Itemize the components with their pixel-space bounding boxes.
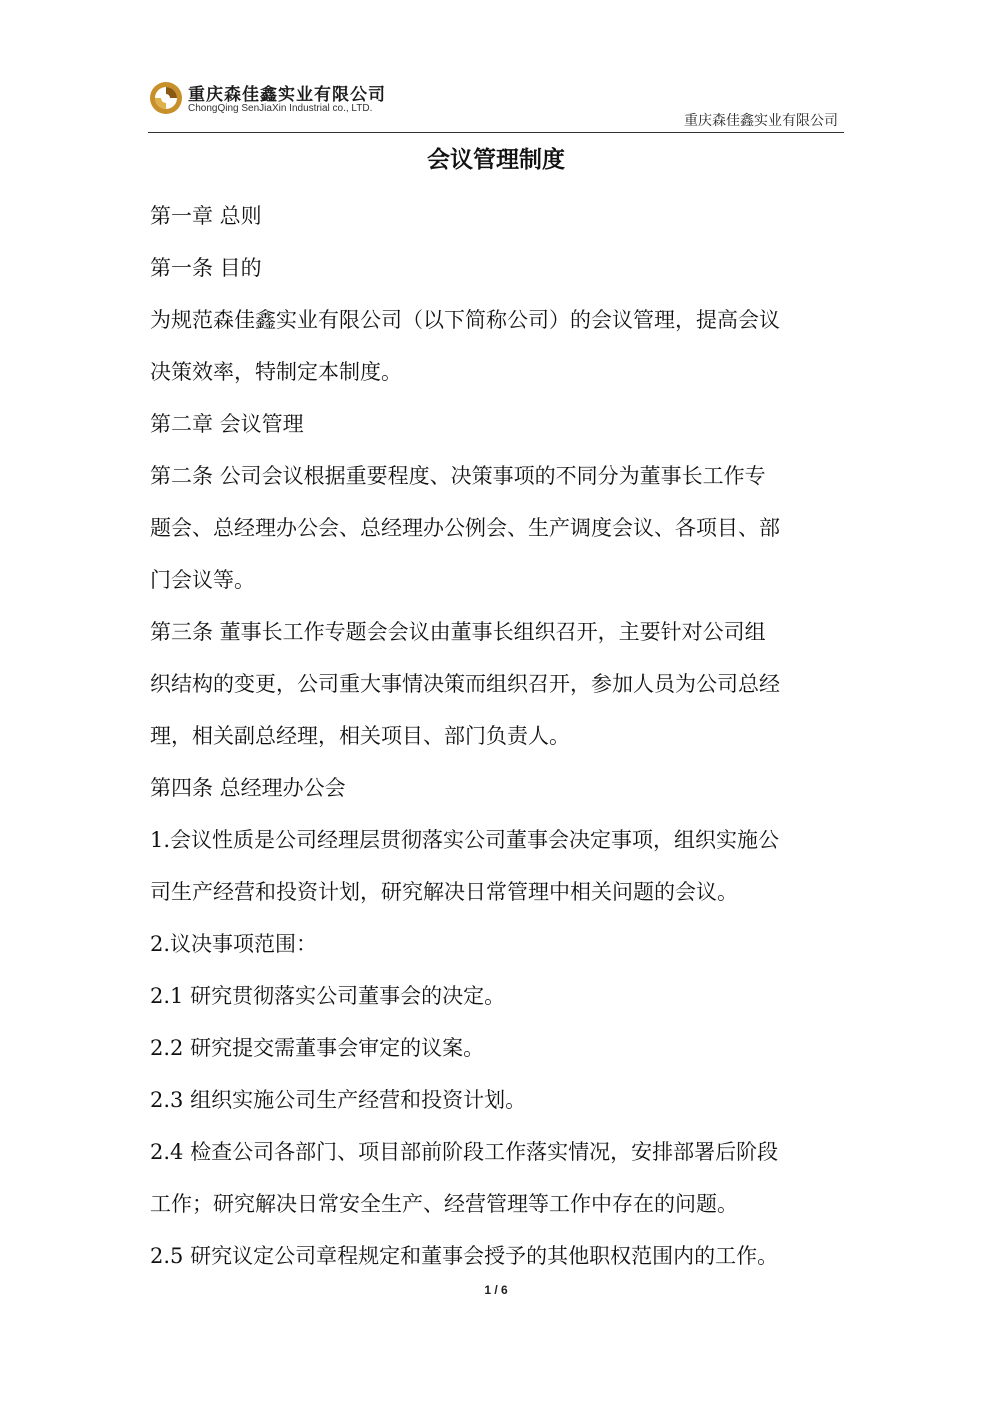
- logo-emblem-icon: [148, 80, 184, 116]
- list-item: 2.5 研究议定公司章程规定和董事会授予的其他职权范围内的工作。: [150, 1244, 779, 1268]
- document-title: 会议管理制度: [427, 146, 565, 173]
- logo-company-name-cn: 重庆森佳鑫实业有限公司: [188, 85, 386, 105]
- chapter-1-heading: 第一章 总则: [150, 204, 262, 228]
- paragraph-line: 司生产经营和投资计划，研究解决日常管理中相关问题的会议。: [150, 880, 738, 904]
- paragraph-line: 决策效率，特制定本制度。: [150, 360, 402, 384]
- page-number: 1 / 6: [484, 1283, 508, 1297]
- company-logo: [148, 80, 388, 120]
- article-4-heading: 第四条 总经理办公会: [150, 776, 346, 800]
- list-item: 2.3 组织实施公司生产经营和投资计划。: [150, 1088, 527, 1112]
- list-item: 2.1 研究贯彻落实公司董事会的决定。: [150, 984, 506, 1008]
- chapter-2-heading: 第二章 会议管理: [150, 412, 304, 436]
- header-company-name: 重庆森佳鑫实业有限公司: [684, 113, 838, 129]
- page-header: [148, 70, 844, 132]
- paragraph-line: 第三条 董事长工作专题会会议由董事长组织召开，主要针对公司组: [150, 620, 766, 644]
- list-item: 2.4 检查公司各部门、项目部前阶段工作落实情况，安排部署后阶段: [150, 1140, 779, 1164]
- paragraph-line: 门会议等。: [150, 568, 255, 592]
- logo-company-name-en: ChongQing SenJiaXin Industrial co., LTD.: [188, 103, 373, 114]
- paragraph-line: 第二条 公司会议根据重要程度、决策事项的不同分为董事长工作专: [150, 464, 766, 488]
- list-heading: 2.议决事项范围：: [150, 932, 318, 956]
- paragraph-line: 1.会议性质是公司经理层贯彻落实公司董事会决定事项，组织实施公: [150, 828, 780, 852]
- list-item: 2.2 研究提交需董事会审定的议案。: [150, 1036, 485, 1060]
- paragraph-line: 织结构的变更，公司重大事情决策而组织召开，参加人员为公司总经: [150, 672, 780, 696]
- list-item: 工作；研究解决日常安全生产、经营管理等工作中存在的问题。: [150, 1192, 738, 1216]
- paragraph-line: 理，相关副总经理，相关项目、部门负责人。: [150, 724, 570, 748]
- document-body: [150, 190, 846, 1282]
- paragraph-line: 为规范森佳鑫实业有限公司（以下简称公司）的会议管理，提高会议: [150, 308, 780, 332]
- header-divider: [148, 132, 844, 133]
- paragraph-line: 题会、总经理办公会、总经理办公例会、生产调度会议、各项目、部: [150, 516, 780, 540]
- article-1-heading: 第一条 目的: [150, 256, 262, 280]
